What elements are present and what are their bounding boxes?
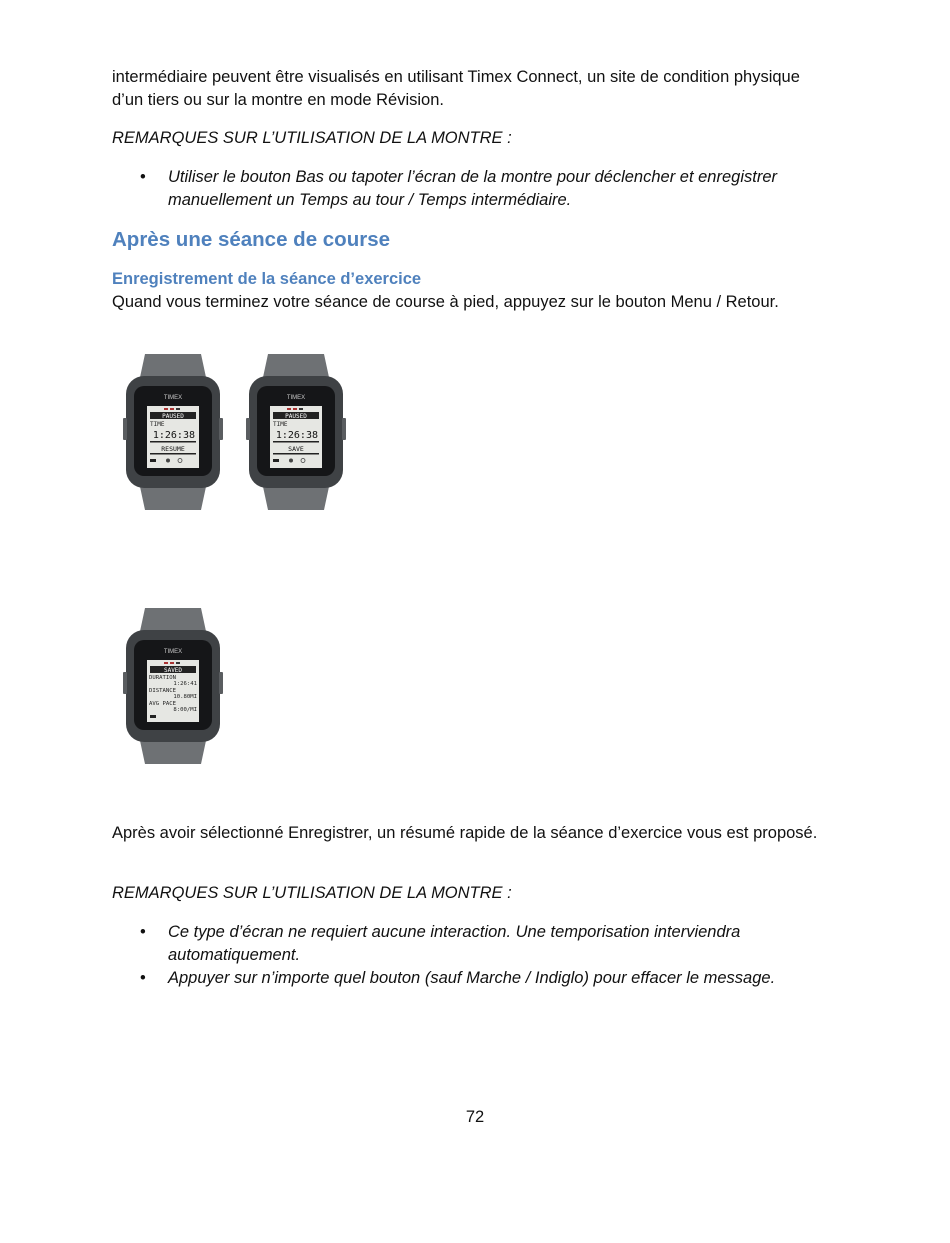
- summary-label: AVG PACE: [149, 701, 176, 707]
- watch-action: RESUME: [161, 445, 185, 453]
- watch-time: 1:26:38: [275, 430, 318, 441]
- section-heading: Après une séance de course: [112, 228, 391, 251]
- bullet-icon: •: [140, 923, 146, 941]
- bullet-text: Ce type d’écran ne requiert aucune interaction. Une temporisation interviendra automatiquement.: [168, 923, 741, 964]
- summary-value: 1:26:41: [173, 681, 197, 687]
- remarks-heading-1: REMARQUES SUR L’UTILISATION DE LA MONTRE :: [112, 129, 512, 147]
- summary-value: 10.80MI: [173, 694, 197, 700]
- intro-paragraph: intermédiaire peuvent être visualisés en utilisant Timex Connect, un site de condition physique d’un tiers ou sur la montre en mode Révision.: [112, 68, 800, 109]
- list-item: [112, 967, 832, 990]
- watch-action: SAVE: [288, 445, 304, 453]
- remarks-list-1: [112, 166, 832, 212]
- brand-label: TIMEX: [163, 649, 183, 655]
- remarks-heading-2: REMARQUES SUR L’UTILISATION DE LA MONTRE :: [112, 884, 512, 902]
- watch-image-resume: [123, 352, 223, 512]
- list-item: [112, 166, 832, 211]
- summary-value: 8:00/MI: [173, 707, 197, 713]
- bullet-icon: •: [140, 168, 146, 186]
- remarks-list-2: [112, 921, 832, 991]
- watch-image-save: [246, 352, 346, 512]
- watch-header: PAUSED: [285, 412, 307, 420]
- brand-label: TIMEX: [163, 395, 183, 401]
- page-number: 72: [465, 1108, 485, 1126]
- summary-label: DISTANCE: [149, 688, 176, 694]
- brand-label: TIMEX: [286, 395, 306, 401]
- bullet-text: Utiliser le bouton Bas ou tapoter l’écran de la montre pour déclencher et enregistrer manuellement un Temps au tour / Temps intermédiaire.: [168, 168, 778, 209]
- watch-image-saved-summary: [123, 606, 223, 766]
- summary-label: DURATION: [149, 675, 176, 681]
- bullet-icon: •: [140, 969, 146, 987]
- watch-header: PAUSED: [162, 412, 184, 420]
- watch-label: TIME: [273, 421, 288, 428]
- save-instruction: Quand vous terminez votre séance de course à pied, appuyez sur le bouton Menu / Retour.: [112, 293, 779, 311]
- watch-header: SAVED: [163, 666, 183, 674]
- bullet-text: Appuyer sur n’importe quel bouton (sauf Marche / Indiglo) pour effacer le message.: [168, 969, 776, 987]
- watch-label: TIME: [150, 421, 165, 428]
- after-save-paragraph: Après avoir sélectionné Enregistrer, un résumé rapide de la séance d’exercice vous est proposé.: [112, 824, 818, 842]
- watch-time: 1:26:38: [152, 430, 195, 441]
- list-item: [112, 921, 832, 966]
- subsection-heading: Enregistrement de la séance d’exercice: [112, 270, 422, 288]
